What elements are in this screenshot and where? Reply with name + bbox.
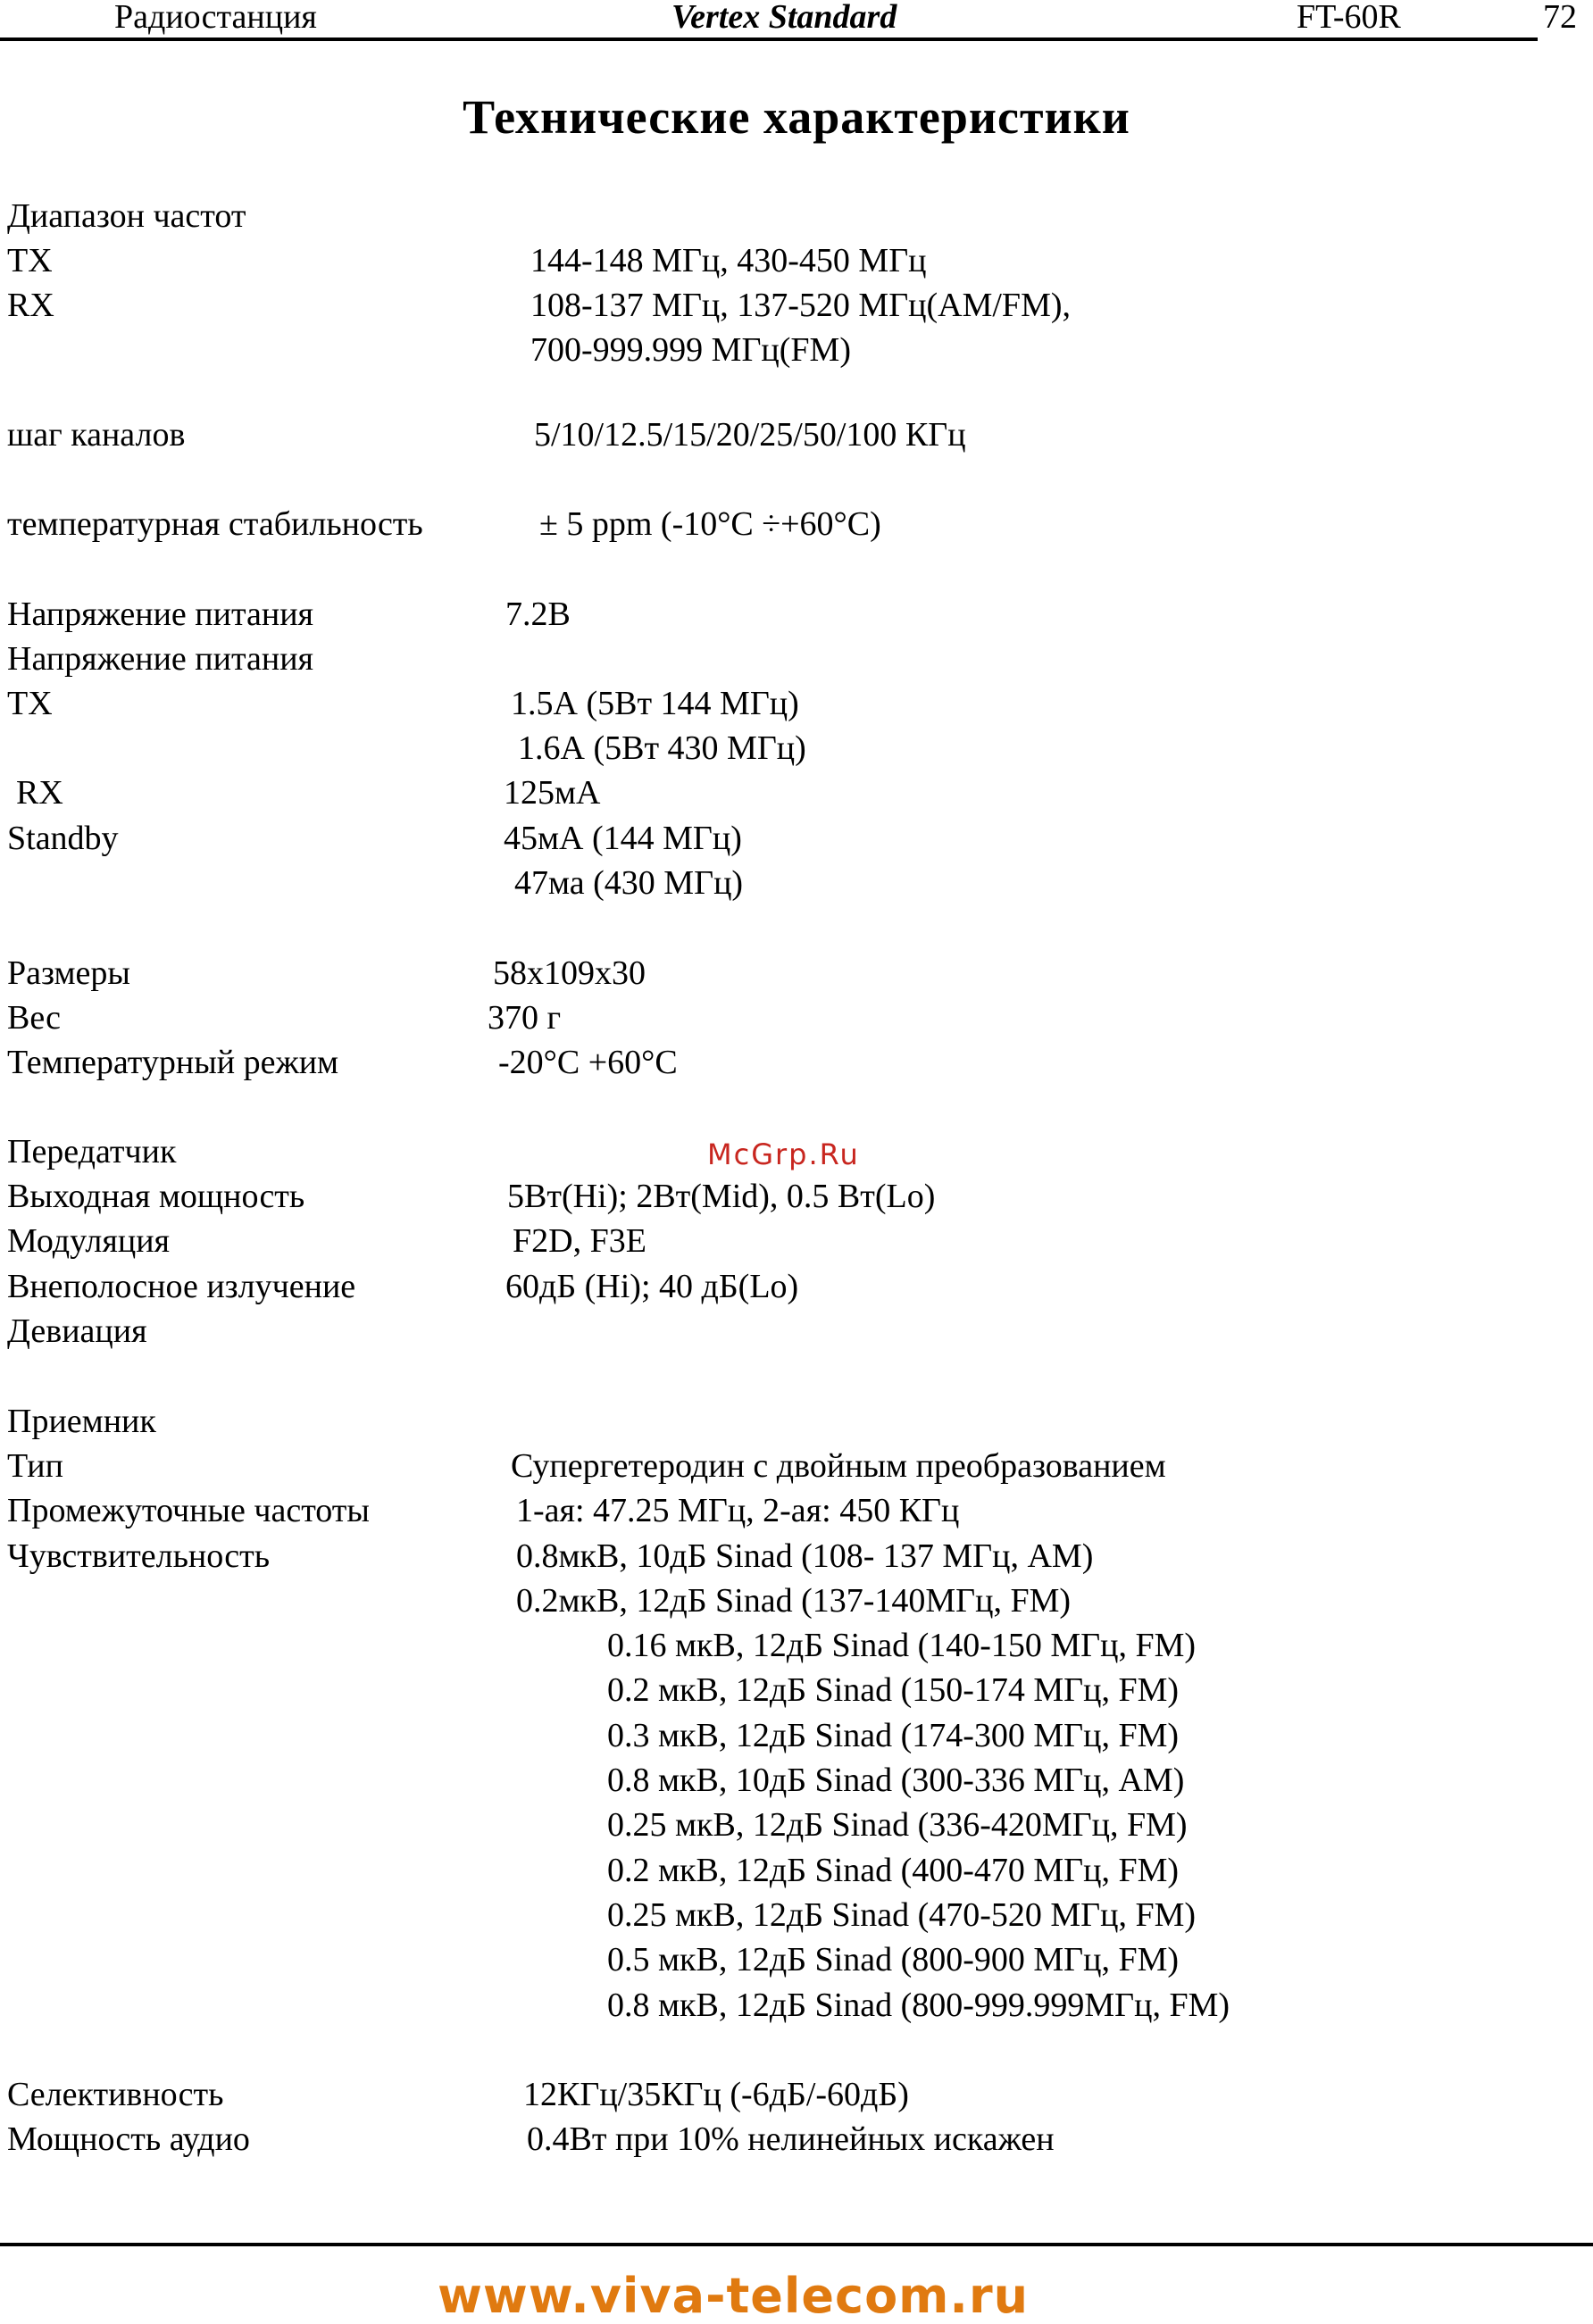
page-number: 72	[1543, 0, 1577, 36]
sensitivity-row: 0.2 мкВ, 12дБ Sinad (150-174 МГц, FM)	[607, 1671, 1180, 1709]
header-brand: Vertex Standard	[671, 0, 897, 36]
tx-current-value-1: 1.5А (5Вт 144 МГц)	[511, 685, 799, 722]
audio-power-value: 0.4Вт при 10% нелинейных искажен	[527, 2120, 1055, 2158]
footer-rule	[0, 2243, 1593, 2246]
spurious-value: 60дБ (Hi); 40 дБ(Lo)	[505, 1268, 799, 1305]
sensitivity-row: 0.25 мкВ, 12дБ Sinad (336-420МГц, FM)	[607, 1806, 1188, 1844]
step-value: 5/10/12.5/15/20/25/50/100 КГц	[534, 416, 966, 454]
modulation-value: F2D, F3E	[513, 1222, 646, 1260]
rx-current-label: RX	[16, 774, 63, 812]
weight-label: Вес	[7, 999, 62, 1037]
rx-freq-label: RX	[7, 287, 54, 324]
size-label: Размеры	[7, 954, 130, 992]
stability-value: ± 5 ppm (-10°C ÷+60°C)	[539, 505, 881, 543]
spurious-label: Внеполосное излучение	[7, 1268, 356, 1305]
footer-website-link[interactable]: www.viva-telecom.ru	[438, 2268, 1030, 2324]
sensitivity-row: 0.2мкВ, 12дБ Sinad (137-140МГц, FM)	[516, 1582, 1072, 1620]
rx-freq-value-1: 108-137 МГц, 137-520 МГц(AM/FM),	[530, 287, 1072, 324]
tx-freq-label: TX	[7, 242, 53, 279]
rx-current-value: 125мА	[504, 774, 601, 812]
output-power-value: 5Вт(Hi); 2Вт(Mid), 0.5 Вт(Lo)	[507, 1178, 936, 1215]
temp-range-label: Температурный режим	[7, 1044, 339, 1081]
sensitivity-row: 0.25 мкВ, 12дБ Sinad (470-520 МГц, FM)	[607, 1896, 1197, 1934]
step-label: шаг каналов	[7, 416, 186, 454]
sensitivity-row: 0.3 мкВ, 12дБ Sinad (174-300 МГц, FM)	[607, 1717, 1180, 1754]
sensitivity-row: 0.5 мкВ, 12дБ Sinad (800-900 МГц, FM)	[607, 1941, 1180, 1978]
voltage-label: Напряжение питания	[7, 596, 314, 633]
stability-label: температурная стабильность	[7, 505, 423, 543]
deviation-label: Девиация	[7, 1312, 147, 1350]
header-model: FT-60R	[1297, 0, 1401, 36]
size-value: 58x109x30	[493, 954, 646, 992]
temp-range-value: -20°C +60°C	[498, 1044, 678, 1081]
selectivity-value: 12КГц/35КГц (-6дБ/-60дБ)	[523, 2076, 909, 2113]
rx-freq-value-2: 700-999.999 МГц(FM)	[530, 331, 851, 369]
standby-label: Standby	[7, 820, 119, 857]
transmitter-heading: Передатчик	[7, 1133, 177, 1170]
modulation-label: Модуляция	[7, 1222, 171, 1260]
header-doc-type: Радиостанция	[114, 0, 317, 36]
selectivity-label: Селективность	[7, 2076, 224, 2113]
sensitivity-row: 0.2 мкВ, 12дБ Sinad (400-470 МГц, FM)	[607, 1852, 1180, 1889]
tx-current-value-2: 1.6А (5Вт 430 МГц)	[518, 729, 806, 767]
voltage-value: 7.2В	[505, 596, 571, 633]
standby-value-1: 45мА (144 МГц)	[504, 820, 742, 857]
receiver-heading: Приемник	[7, 1403, 156, 1440]
current-label: Напряжение питания	[7, 640, 314, 678]
sensitivity-row: 0.16 мкВ, 12дБ Sinad (140-150 МГц, FM)	[607, 1627, 1197, 1664]
sensitivity-row: 0.8 мкВ, 12дБ Sinad (800-999.999МГц, FM)	[607, 1987, 1230, 2024]
sensitivity-row: 0.8 мкВ, 10дБ Sinad (300-336 МГц, AM)	[607, 1762, 1185, 1799]
page-title: Технические характеристики	[463, 90, 1130, 144]
if-label: Промежуточные частоты	[7, 1492, 370, 1529]
header-rule	[0, 37, 1538, 41]
standby-value-2: 47ма (430 МГц)	[514, 864, 744, 902]
if-value: 1-ая: 47.25 МГц, 2-ая: 450 КГц	[516, 1492, 960, 1529]
rx-type-value: Супергетеродин с двойным преобразованием	[511, 1447, 1166, 1485]
frequency-heading: Диапазон частот	[7, 197, 246, 235]
output-power-label: Выходная мощность	[7, 1178, 305, 1215]
tx-current-label: TX	[7, 685, 53, 722]
sensitivity-label: Чувствительность	[7, 1537, 271, 1575]
sensitivity-row: 0.8мкВ, 10дБ Sinad (108- 137 МГц, AM)	[516, 1537, 1094, 1575]
weight-value: 370 г	[488, 999, 562, 1037]
rx-type-label: Тип	[7, 1447, 63, 1485]
watermark: McGrp.Ru	[707, 1137, 860, 1171]
audio-power-label: Мощность аудио	[7, 2120, 250, 2158]
tx-freq-value: 144-148 МГц, 430-450 МГц	[530, 242, 927, 279]
